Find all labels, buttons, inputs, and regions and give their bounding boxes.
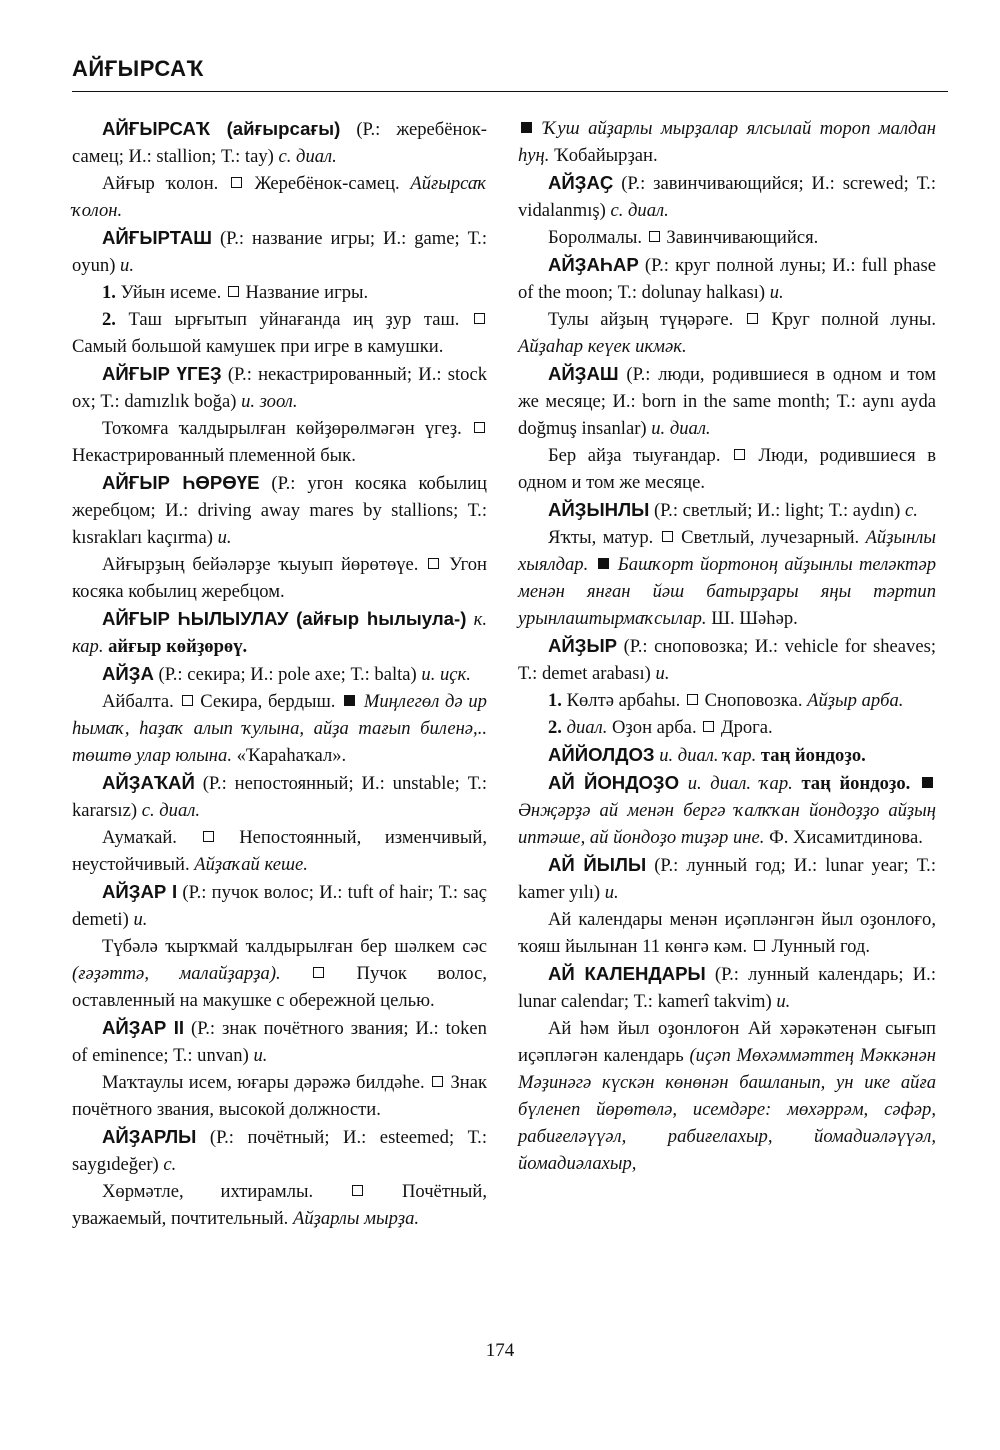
entry-ay-yyly: АЙ ЙЫЛЫ (Р.: лунный год; И.: lunar year; Т.: kamer yılı) и. [518, 854, 936, 903]
entry-ayzynly: АЙҘЫНЛЫ (Р.: светлый; И.: light; Т.: aydın) с. [548, 499, 918, 521]
white-square-icon [228, 286, 239, 297]
entry-ayzyr-sense-2: 2. диал. Оҙон арба. Дрога. [548, 717, 773, 738]
white-square-icon [474, 313, 485, 324]
white-square-icon [734, 449, 745, 460]
white-square-icon [428, 558, 439, 569]
black-square-icon [521, 122, 532, 133]
entry-ayzarly: АЙҘАРЛЫ (Р.: почётный; И.: esteemed; Т.: saygıdeğer) с. [72, 1126, 487, 1175]
entry-ayzar-2: АЙҘАР II (Р.: знак почётного звания; И.: token of eminence; Т.: unvan) и. [72, 1017, 487, 1066]
entry-ayzarly-def: Хөрмәтле, ихтирамлы. Почётный, уважаемый, почтительный. Айҙарлы мырҙа. [72, 1181, 487, 1229]
entry-ayzahar: АЙҘАҺАР (Р.: круг полной луны; И.: full phase of the moon; Т.: dolunay halkası) и. [518, 254, 936, 303]
white-square-icon [432, 1076, 443, 1087]
entry-aygyrtash: АЙҒЫРТАШ (Р.: название игры; И.: game; Т.: oyun) и. [72, 227, 487, 276]
entry-aygyr-horoue-def: Айғырҙың бейәләрҙе ҡыуып йөрөтөүе. Угон косяка кобылиц жеребцом. [72, 554, 488, 602]
entry-ayzarly-example: Ҡуш айҙарлы мырҙалар ялсылай тороп малдан һуң. Ҡобайырҙан. [518, 118, 936, 166]
entry-ayza-def: Айбалта. Секира, бердыш. Миңлегөл дә ир һымаҡ, һаҙаҡ алып ҡулына, айҙа тағып биленә,.. төштө улар юлына. «Ҡараһаҡал». [72, 691, 487, 766]
entry-aygyrsak-def: Айғыр ҡолон. Жеребёнок-самец. Айғырсаҡ ҡолон. [72, 173, 488, 221]
entry-ayzahar-def: Тулы айҙың түңәрәге. Круг полной луны. Айҙаһар кеүек икмәк. [518, 309, 936, 357]
black-square-icon [598, 558, 609, 569]
white-square-icon [754, 940, 765, 951]
entry-ayzash-def: Бер айҙа тыуғандар. Люди, родившиеся в одном и том же месяце. [518, 445, 936, 493]
entry-ayzar-1: АЙҘАР I (Р.: пучок волос; И.: tuft of hair; Т.: saç demeti) и. [72, 881, 487, 930]
entry-aygyrtash-sense-2: 2. Таш ырғытып уйнағанда иң ҙур таш. Самый большой камушек при игре в камушки. [72, 306, 487, 360]
white-square-icon [687, 694, 698, 705]
entry-aygyr-ugez: АЙҒЫР ҮГЕҘ (Р.: некастрированный; И.: stock ox; Т.: damızlık boğa) и. зоол. [72, 363, 487, 412]
left-column [72, 115, 487, 1232]
white-square-icon [662, 531, 673, 542]
entry-ayzash: АЙҘАШ (Р.: люди, родившиеся в одном и том же месяце; И.: born in the same month; Т.: aynı ayda doğmuş insanlar) и. диал. [518, 363, 936, 439]
entry-ayzyr-sense-1: 1. Көлтә арбаһы. Сноповозка. Айҙыр арба. [548, 690, 904, 711]
white-square-icon [182, 695, 193, 706]
running-head: АЙҒЫРСАҠ [72, 56, 204, 81]
white-square-icon [649, 231, 660, 242]
white-square-icon [352, 1185, 363, 1196]
white-square-icon [313, 967, 324, 978]
right-column [518, 115, 936, 1177]
entry-ayzakay: АЙҘАҠАЙ (Р.: непостоянный; И.: unstable; Т.: kararsız) с. диал. [72, 772, 487, 821]
entry-ay-yondozo: АЙ ЙОНДОҘО и. диал. ҡар. таң йондоҙо. Әнҗәрҙә ай менән бергә ҡалҡҡан йондоҙҙо айҙың иптәше, ай йондоҙо тиҙәр ине. Ф. Хисамитдинова. [518, 772, 936, 848]
entry-ayzar-2-def: Маҡтаулы исем, юғары дәрәжә билдәһе. Знак почётного звания, высокой должности. [72, 1072, 488, 1120]
entry-aygyr-horoue: АЙҒЫР ҺӨРӨҮЕ (Р.: угон косяка кобылиц жеребцом; И.: driving away mares by stallions; Т.: kısrakları kaçırma) и. [72, 472, 487, 548]
entry-ayzas: АЙҘАҪ (Р.: завинчивающийся; И.: screwed; Т.: vidalanmış) с. диал. [518, 172, 936, 221]
white-square-icon [203, 831, 214, 842]
entry-ayza: АЙҘА (Р.: секира; И.: pole axe; Т.: balta) и. иҫк. [102, 663, 471, 685]
entry-ayyoldoz: АЙЙОЛДОЗ и. диал. ҡар. таң йондоҙо. [548, 744, 866, 766]
entry-ay-kalendary: АЙ КАЛЕНДАРЫ (Р.: лунный календарь; И.: lunar calendar; Т.: kamerî takvim) и. [518, 963, 936, 1012]
entry-ay-kalendary-def: Ай һәм йыл оҙонлоғон Ай хәрәкәтенән сығып иҫәпләгән календарь (иҫәп Мөхәммәттең Мәккәнән Мәҙинәгә күскән көнөнән башланып, ун ике айға бүленеп йөрөтөлә, исемдәре: мөхәррәм, сәфәр, рабиғеләүүәл, рабиғелахыр, йомадиәләүүәл, йомадиәлахыр, [518, 1018, 936, 1174]
entry-ay-yyly-def: Ай календары менән иҫәпләнгән йыл оҙонлоғо, ҡояш йылынан 11 көнгә кәм. Лунный год. [518, 909, 936, 957]
entry-ayzynly-def: Яҡты, матур. Светлый, лучезарный. Айҙынлы хыялдар. Башҡорт йортоноң айҙынлы теләктәр менән янған йәш батырҙары яңы тәртип урынлаштырмаҡсылар. Ш. Шәһәр. [518, 527, 936, 629]
entry-ayzakay-def: Аумаҡай. Непостоянный, изменчивый, неустойчивый. Айҙаҡай кеше. [72, 827, 488, 875]
entry-aygyr-ugez-def: Тоҡомға ҡалдырылған көйҙөрөлмәгән үгеҙ. Некастрированный племенной бык. [72, 415, 487, 469]
entry-ayzyr: АЙҘЫР (Р.: сноповозка; И.: vehicle for sheaves; Т.: demet arabası) и. [518, 635, 936, 684]
black-square-icon [344, 695, 355, 706]
page-number: 174 [485, 1340, 515, 1361]
black-square-icon [922, 777, 933, 788]
entry-aygyrsak: АЙҒЫРСАҠ (айғырсағы) (Р.: жеребёнок-самец; И.: stallion; Т.: tay) с. диал. [72, 118, 487, 167]
entry-aygyrtash-sense-1: 1. Уйын исеме. Название игры. [102, 282, 369, 303]
white-square-icon [703, 721, 714, 732]
entry-ayzar-1-def: Түбәлә ҡырҡмай ҡалдырылған бер шәлкем сәс (ғәҙәттә, малайҙарҙа). Пучок волос, оставленный на макушке с обережной целью. [72, 936, 487, 1011]
entry-ayzas-def: Боролмалы. Завинчивающийся. [548, 227, 819, 248]
white-square-icon [231, 177, 242, 188]
header-rule [72, 91, 948, 92]
white-square-icon [474, 422, 485, 433]
white-square-icon [747, 313, 758, 324]
entry-aygyr-hylyulau: АЙҒЫР ҺЫЛЫУЛАУ (айғыр һылыула-) к. кар. айғыр көйҙөрөү. [72, 608, 487, 657]
